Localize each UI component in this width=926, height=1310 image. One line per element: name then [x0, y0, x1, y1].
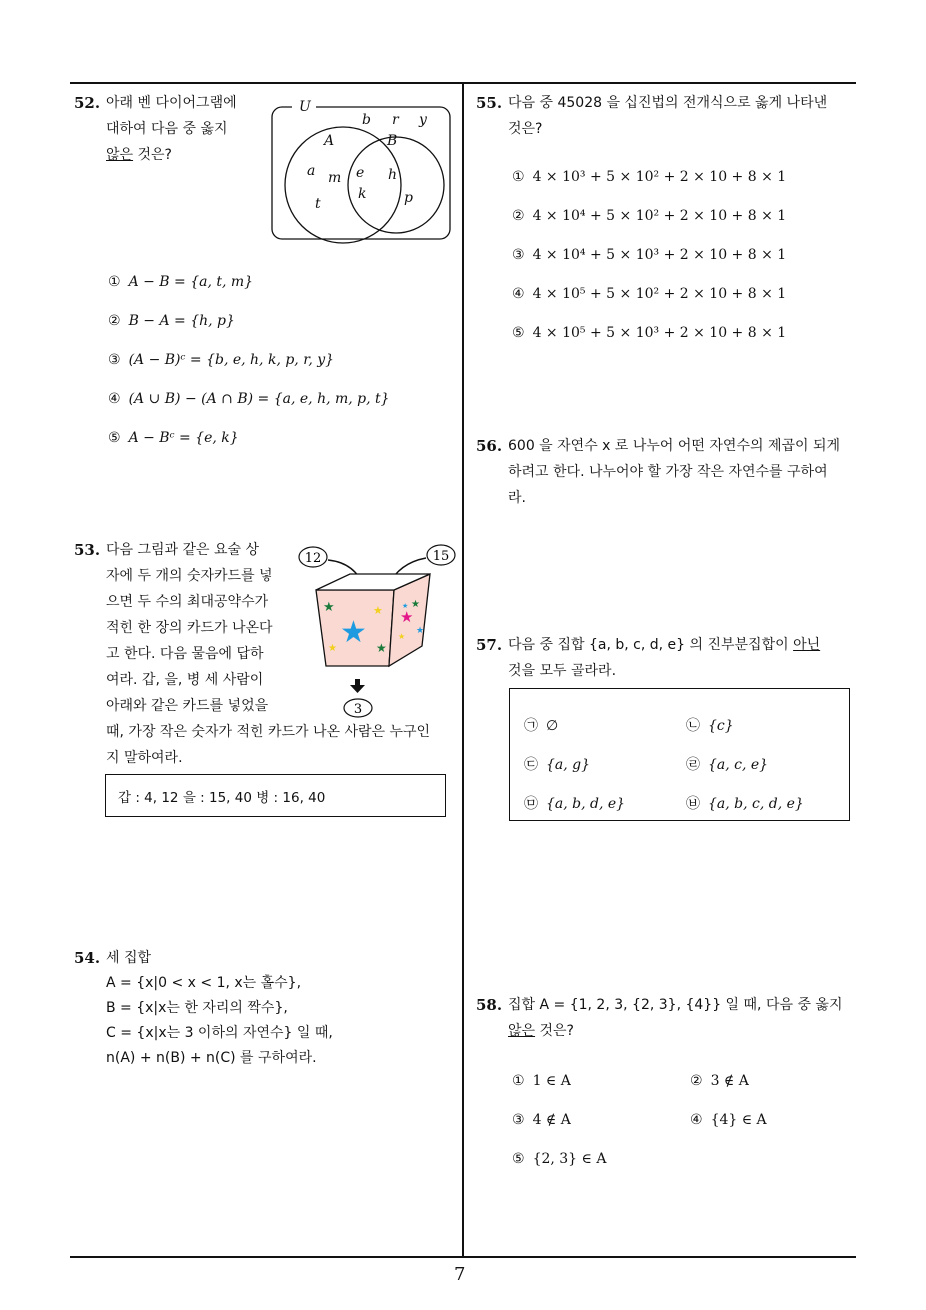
question-line: 않은 것은?: [508, 1023, 574, 1039]
star-icon: ★: [340, 615, 367, 650]
star-icon: ★: [398, 632, 406, 641]
question-text-cont: [106, 719, 430, 771]
question-line: 라.: [508, 490, 526, 506]
q55-option-4[interactable]: ④ 4 × 10⁵ + 5 × 10² + 2 × 10 + 8 × 1: [512, 286, 787, 302]
venn-elem-p: p: [404, 190, 413, 206]
q57-choice-6[interactable]: ㉥ {a, b, c, d, e}: [686, 796, 804, 812]
question-line: 않은 것은?: [106, 147, 172, 163]
star-icon: ★: [328, 643, 337, 654]
q57-choice-4[interactable]: ㉣ {a, c, e}: [686, 757, 769, 773]
question-line: 아래 벤 다이어그램에: [106, 95, 237, 111]
venn-elem-y: y: [419, 112, 427, 128]
star-icon: ★: [373, 604, 383, 617]
question-line: 것을 모두 골라라.: [508, 663, 617, 679]
star-icon: ★: [416, 626, 425, 636]
question-line: 다음 중 집합 {a, b, c, d, e} 의 진부분집합이 아닌: [508, 637, 821, 653]
venn-label-b: B: [387, 133, 398, 149]
question-text: [508, 632, 820, 684]
set-a-definition: A = {x|0 < x < 1, x는 홀수},: [106, 975, 302, 991]
q52-option-1[interactable]: ① A − B = {a, t, m}: [108, 274, 254, 290]
page-number: 7: [454, 1264, 466, 1285]
q57-choice-box: [509, 688, 850, 821]
question-number: 54.: [74, 949, 101, 967]
venn-elem-r: r: [392, 112, 399, 128]
set-c-definition: C = {x|x는 3 이하의 자연수} 일 때,: [106, 1025, 333, 1041]
q58-option-4[interactable]: ④ {4} ∈ A: [690, 1112, 767, 1128]
q57-choice-1[interactable]: ㉠ ∅: [524, 718, 559, 734]
question-line: 하려고 한다. 나누어야 할 가장 작은 자연수를 구하여: [508, 464, 828, 480]
star-icon: ★: [323, 600, 335, 615]
question-line: 다음 그림과 같은 요술 상: [106, 542, 260, 558]
q52-option-5[interactable]: ⑤ A − Bᶜ = {e, k}: [108, 430, 239, 446]
q57-choice-2[interactable]: ㉡ {c}: [686, 718, 734, 734]
question-line: 600 을 자연수 x 로 나누어 어떤 자연수의 제곱이 되게: [508, 438, 841, 454]
venn-elem-m: m: [328, 170, 342, 186]
underlined-word: 않은: [508, 1023, 536, 1039]
question-line: 때, 가장 작은 숫자가 적힌 카드가 나온 사람은 누구인: [106, 724, 431, 740]
question-line: 세 집합: [106, 950, 152, 966]
question-line: 여라. 갑, 을, 병 세 사람이: [106, 672, 264, 688]
svg-text:3: 3: [353, 702, 363, 717]
star-icon: ★: [376, 641, 387, 655]
arrow-down-icon: [350, 685, 365, 693]
question-number: 52.: [74, 94, 101, 112]
venn-elem-h: h: [388, 167, 398, 183]
q57-choice-5[interactable]: ㉤ {a, b, d, e}: [524, 796, 626, 812]
question-text: [106, 90, 237, 168]
venn-elem-e: e: [356, 165, 365, 181]
set-a-circle: [285, 127, 401, 243]
question-text: [106, 537, 296, 719]
set-b-definition: B = {x|x는 한 자리의 짝수},: [106, 1000, 288, 1016]
question-text: [508, 433, 840, 511]
question-line: 자에 두 개의 숫자카드를 넣: [106, 568, 273, 584]
underlined-word: 않은: [106, 147, 134, 163]
question-line: 아래와 같은 카드를 넣었을: [106, 698, 269, 714]
q53-card-list: 갑 : 4, 12 을 : 15, 40 병 : 16, 40: [118, 790, 326, 806]
question-line: 적힌 한 장의 카드가 나온다: [106, 620, 273, 636]
question-line: 것은?: [508, 121, 543, 137]
underlined-word: 아닌: [793, 637, 821, 653]
venn-label-u: U: [299, 99, 311, 115]
column-divider: [462, 82, 464, 1258]
q53-card-box: [105, 774, 446, 817]
q58-option-2[interactable]: ② 3 ∉ A: [690, 1073, 749, 1089]
star-icon: ★: [411, 599, 420, 610]
venn-label-a: A: [324, 133, 335, 149]
set-b-circle: [348, 137, 444, 233]
question-line: 다음 중 45028 을 십진법의 전개식으로 옳게 나타낸: [508, 95, 828, 111]
question-text: [508, 90, 827, 142]
question-line: 집합 A = {1, 2, 3, {2, 3}, {4}} 일 때, 다음 중 옳지: [508, 997, 843, 1013]
question-line: 고 한다. 다음 물음에 답하: [106, 646, 264, 662]
question-line: 으면 두 수의 최대공약수가: [106, 594, 269, 610]
q52-option-2[interactable]: ② B − A = {h, p}: [108, 313, 235, 329]
question-line: 대하여 다음 중 옳지: [106, 121, 228, 137]
q55-option-1[interactable]: ① 4 × 10³ + 5 × 10² + 2 × 10 + 8 × 1: [512, 169, 787, 185]
question-number: 56.: [476, 437, 503, 455]
question-number: 58.: [476, 996, 503, 1014]
question-number: 55.: [476, 94, 503, 112]
q58-option-3[interactable]: ③ 4 ∉ A: [512, 1112, 571, 1128]
question-line: n(A) + n(B) + n(C) 를 구하여라.: [106, 1050, 317, 1066]
svg-text:12: 12: [304, 551, 322, 566]
venn-elem-k: k: [358, 186, 367, 202]
question-text: [508, 992, 842, 1044]
q55-option-5[interactable]: ⑤ 4 × 10⁵ + 5 × 10³ + 2 × 10 + 8 × 1: [512, 325, 787, 341]
venn-elem-a: a: [307, 163, 316, 179]
q52-option-3[interactable]: ③ (A − B)ᶜ = {b, e, h, k, p, r, y}: [108, 352, 335, 368]
question-number: 57.: [476, 636, 503, 654]
q58-option-5[interactable]: ⑤ {2, 3} ∈ A: [512, 1151, 607, 1167]
star-icon: ★: [402, 602, 409, 610]
q57-choice-3[interactable]: ㉢ {a, g}: [524, 757, 591, 773]
q52-option-4[interactable]: ④ (A ∪ B) − (A ∩ B) = {a, e, h, m, p, t}: [108, 391, 390, 407]
q55-option-2[interactable]: ② 4 × 10⁴ + 5 × 10² + 2 × 10 + 8 × 1: [512, 208, 787, 224]
magic-box-illustration: [296, 538, 462, 718]
star-icon: ★: [400, 608, 414, 626]
q58-option-1[interactable]: ① 1 ∈ A: [512, 1073, 571, 1089]
question-line: 지 말하여라.: [106, 750, 183, 766]
q55-option-3[interactable]: ③ 4 × 10⁴ + 5 × 10³ + 2 × 10 + 8 × 1: [512, 247, 787, 263]
venn-elem-b: b: [362, 112, 371, 128]
venn-elem-t: t: [315, 196, 321, 212]
question-number: 53.: [74, 541, 101, 559]
venn-diagram: [270, 98, 454, 244]
bottom-rule: [70, 1256, 856, 1258]
svg-text:15: 15: [432, 549, 450, 564]
